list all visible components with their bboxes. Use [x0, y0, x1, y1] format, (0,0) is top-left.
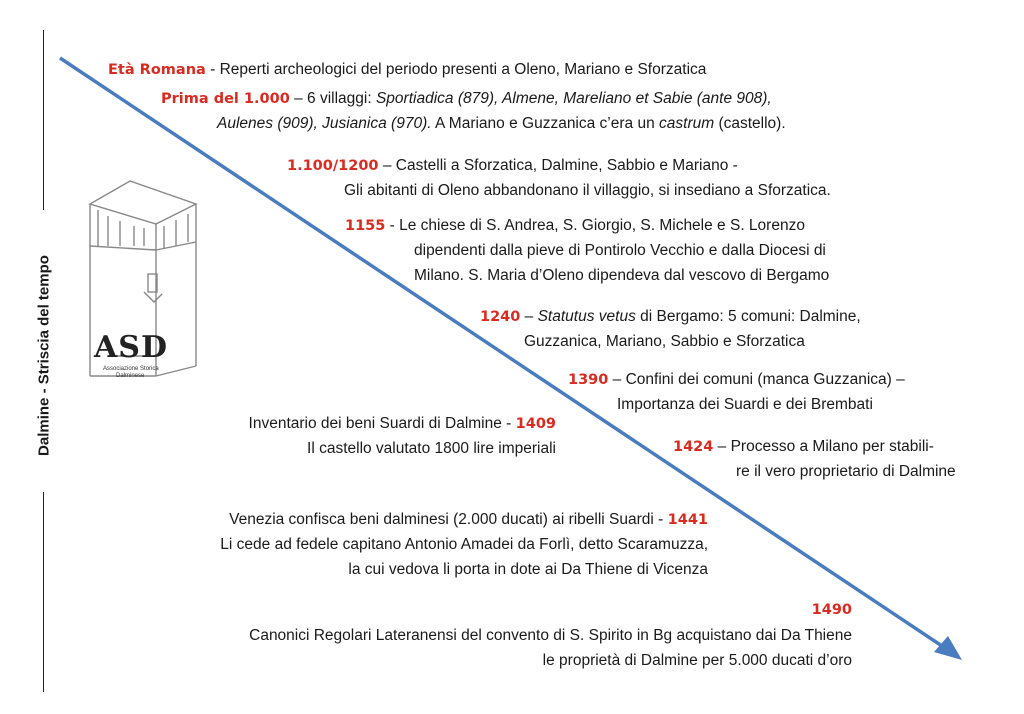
entry-1100-1200-line2: Gli abitanti di Oleno abbandonano il villaggio, si insediano a Sforzatica.	[344, 182, 831, 199]
entry-prima-del-1000-line2	[217, 113, 786, 135]
logo-subtitle-line2: Dalminese	[116, 373, 145, 379]
side-title: Dalmine - Striscia del tempo	[35, 255, 53, 456]
entry-prima-del-1000	[161, 88, 772, 110]
entry-text-italic: Sportiadica (879), Almene, Mareliano et Sabie (ante 908),	[375, 90, 772, 107]
entry-1155-line2: dipendenti dalla pieve di Pontirolo Vecchio e dalla Diocesi di	[414, 242, 826, 259]
entry-1441-line2: Li cede ad fedele capitano Antonio Amadei da Forlì, detto Scaramuzza,	[220, 536, 708, 553]
entry-year: 1490	[811, 602, 852, 618]
entry-1441-line3: la cui vedova li porta in dote ai Da Thiene di Vicenza	[348, 561, 708, 578]
logo-text: ASD	[94, 330, 168, 365]
entry-text: – Confini dei comuni (manca Guzzanica) –	[608, 371, 905, 388]
entry-year: 1390	[568, 372, 609, 388]
entry-1240	[480, 306, 861, 328]
entry-year: Età Romana	[108, 62, 206, 78]
entry-1409	[150, 413, 556, 435]
entry-1424-line2: re il vero proprietario di Dalmine	[736, 463, 956, 480]
timeline-arrowhead-icon	[934, 636, 962, 660]
entry-1155	[345, 215, 805, 237]
entry-text: –	[520, 308, 538, 325]
entry-year: 1240	[480, 309, 521, 325]
entry-text: di Bergamo: 5 comuni: Dalmine,	[635, 308, 861, 325]
entry-1490-year	[100, 599, 852, 621]
entry-text: – 6 villaggi:	[289, 90, 376, 107]
entry-year: Prima del 1.000	[161, 91, 290, 107]
entry-text: – Processo a Milano per stabili-	[713, 438, 934, 455]
entry-year: 1.100/1200	[287, 158, 379, 174]
entry-text-italic: Statutus vetus	[537, 308, 636, 325]
entry-text: (castello).	[714, 115, 786, 132]
entry-1390	[568, 369, 905, 391]
entry-text: Venezia confisca beni dalminesi (2.000 ducati) ai ribelli Suardi -	[229, 511, 668, 528]
entry-1100-1200	[287, 155, 738, 177]
entry-year: 1409	[515, 416, 556, 432]
entry-1490-line2: le proprietà di Dalmine per 5.000 ducati d’oro	[542, 652, 852, 669]
entry-text-italic: Aulenes (909), Jusianica (970).	[217, 115, 432, 132]
entry-text: A Mariano e Guzzanica c’era un	[431, 115, 660, 132]
entry-1155-line3: Milano. S. Maria d’Oleno dipendeva dal vescovo di Bergamo	[414, 267, 830, 284]
entry-1240-line2: Guzzanica, Mariano, Sabbio e Sforzatica	[524, 333, 805, 350]
entry-text: - Le chiese di S. Andrea, S. Giorgio, S. Michele e S. Lorenzo	[385, 217, 805, 234]
entry-1424	[673, 436, 934, 458]
logo-subtitle-line1: Associazione Storica	[103, 366, 159, 372]
entry-year: 1155	[345, 218, 386, 234]
entry-1409-line2: Il castello valutato 1800 lire imperiali	[307, 440, 556, 457]
entry-eta-romana	[108, 59, 706, 81]
entry-1390-line2: Importanza dei Suardi e dei Brembati	[617, 396, 873, 413]
entry-text: – Castelli a Sforzatica, Dalmine, Sabbio e Mariano -	[378, 157, 738, 174]
entry-1441	[100, 509, 708, 531]
entry-year: 1424	[673, 439, 714, 455]
entry-text: - Reperti archeologici del periodo presenti a Oleno, Mariano e Sforzatica	[205, 61, 707, 78]
entry-year: 1441	[667, 512, 708, 528]
entry-text: Inventario dei beni Suardi di Dalmine -	[248, 415, 516, 432]
entry-1490-line1: Canonici Regolari Lateranensi del convento di S. Spirito in Bg acquistano dai Da Thiene	[249, 627, 852, 644]
entry-text-italic: castrum	[659, 115, 715, 132]
